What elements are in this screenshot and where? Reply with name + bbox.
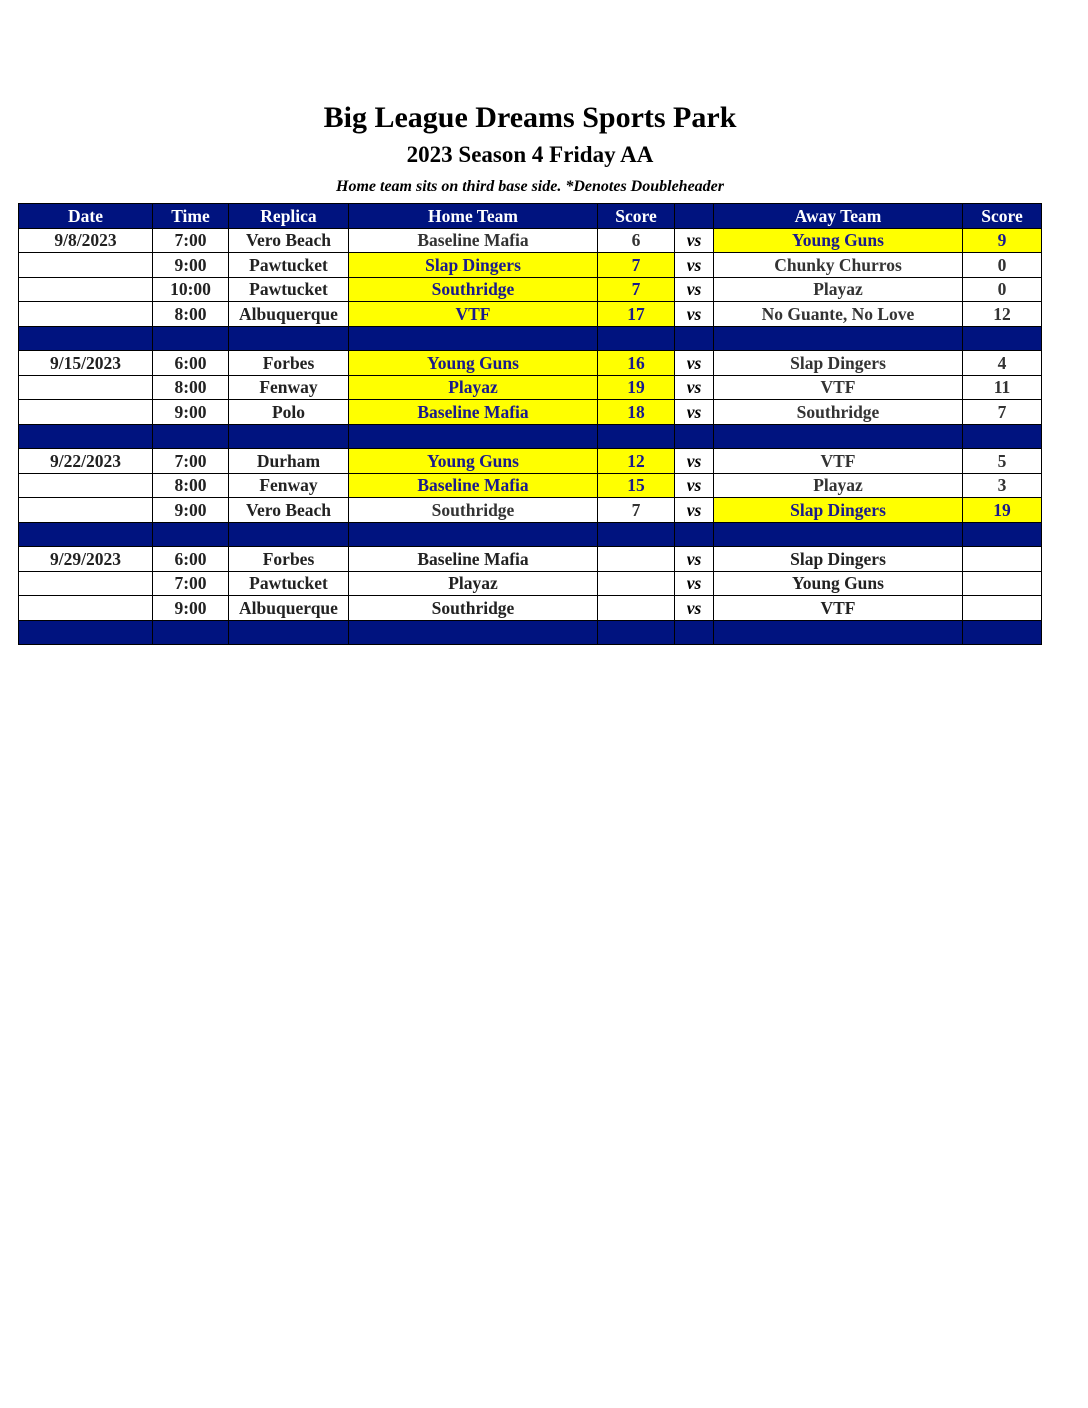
game-date: 9/15/2023 [19, 351, 153, 376]
separator-cell [714, 522, 963, 547]
vs-label: vs [675, 277, 714, 302]
home-score: 18 [598, 400, 675, 425]
game-date [19, 375, 153, 400]
home-score [598, 571, 675, 596]
separator-cell [153, 424, 229, 449]
away-team: No Guante, No Love [714, 302, 963, 327]
separator-cell [349, 522, 598, 547]
home-team: Baseline Mafia [349, 400, 598, 425]
vs-label: vs [675, 400, 714, 425]
away-score: 0 [963, 277, 1042, 302]
table-row [19, 571, 1042, 596]
separator-cell [229, 424, 349, 449]
table-header-row [19, 204, 1042, 229]
page-title: Big League Dreams Sports Park [323, 101, 737, 134]
separator-cell [19, 424, 153, 449]
away-team: Young Guns [714, 571, 963, 596]
separator-cell [714, 326, 963, 351]
game-replica: Vero Beach [229, 498, 349, 523]
week-separator-row [19, 620, 1042, 645]
away-score: 7 [963, 400, 1042, 425]
home-team: Baseline Mafia [349, 473, 598, 498]
header-vs [675, 204, 714, 229]
away-score: 9 [963, 228, 1042, 253]
away-team: Slap Dingers [714, 498, 963, 523]
home-score: 6 [598, 228, 675, 253]
home-team: Southridge [349, 498, 598, 523]
away-team: Young Guns [714, 228, 963, 253]
separator-cell [675, 424, 714, 449]
separator-cell [19, 326, 153, 351]
table-row [19, 228, 1042, 253]
home-score [598, 547, 675, 572]
game-replica: Pawtucket [229, 571, 349, 596]
separator-cell [963, 326, 1042, 351]
away-score [963, 547, 1042, 572]
game-time: 10:00 [153, 277, 229, 302]
home-score: 16 [598, 351, 675, 376]
table-row [19, 596, 1042, 621]
header-replica: Replica [229, 204, 349, 229]
separator-cell [714, 620, 963, 645]
vs-label: vs [675, 473, 714, 498]
game-replica: Pawtucket [229, 277, 349, 302]
home-team: Young Guns [349, 351, 598, 376]
home-team: Playaz [349, 571, 598, 596]
table-row [19, 375, 1042, 400]
game-replica: Albuquerque [229, 596, 349, 621]
schedule-body [19, 228, 1042, 645]
separator-cell [153, 620, 229, 645]
game-time: 9:00 [153, 596, 229, 621]
week-separator-row [19, 326, 1042, 351]
header-home-score: Score [598, 204, 675, 229]
home-team: Slap Dingers [349, 253, 598, 278]
away-score: 3 [963, 473, 1042, 498]
separator-cell [675, 326, 714, 351]
header-away-score: Score [963, 204, 1042, 229]
schedule-note: Home team sits on third base side. *Denotes Doubleheader [336, 178, 724, 195]
away-team: Slap Dingers [714, 351, 963, 376]
away-team: VTF [714, 375, 963, 400]
separator-cell [598, 424, 675, 449]
separator-cell [19, 522, 153, 547]
game-replica: Fenway [229, 375, 349, 400]
home-team: Baseline Mafia [349, 547, 598, 572]
home-score [598, 596, 675, 621]
table-row [19, 277, 1042, 302]
table-row [19, 302, 1042, 327]
vs-label: vs [675, 375, 714, 400]
away-team: Playaz [714, 277, 963, 302]
separator-cell [598, 620, 675, 645]
game-date [19, 302, 153, 327]
separator-cell [963, 620, 1042, 645]
home-score: 15 [598, 473, 675, 498]
separator-cell [598, 522, 675, 547]
game-replica: Pawtucket [229, 253, 349, 278]
vs-label: vs [675, 449, 714, 474]
game-time: 9:00 [153, 253, 229, 278]
away-score [963, 596, 1042, 621]
game-replica: Durham [229, 449, 349, 474]
home-team: VTF [349, 302, 598, 327]
away-score: 4 [963, 351, 1042, 376]
table-row [19, 400, 1042, 425]
separator-cell [153, 522, 229, 547]
game-time: 6:00 [153, 351, 229, 376]
week-separator-row [19, 424, 1042, 449]
game-replica: Vero Beach [229, 228, 349, 253]
home-team: Southridge [349, 596, 598, 621]
header-date: Date [19, 204, 153, 229]
game-date [19, 473, 153, 498]
game-date: 9/29/2023 [19, 547, 153, 572]
separator-cell [349, 326, 598, 351]
separator-cell [349, 620, 598, 645]
away-score: 19 [963, 498, 1042, 523]
header-time: Time [153, 204, 229, 229]
table-row [19, 547, 1042, 572]
home-team: Baseline Mafia [349, 228, 598, 253]
season-subtitle: 2023 Season 4 Friday AA [406, 142, 654, 167]
home-team: Young Guns [349, 449, 598, 474]
home-score: 7 [598, 253, 675, 278]
game-replica: Forbes [229, 351, 349, 376]
week-separator-row [19, 522, 1042, 547]
vs-label: vs [675, 302, 714, 327]
home-score: 7 [598, 277, 675, 302]
away-team: VTF [714, 449, 963, 474]
vs-label: vs [675, 547, 714, 572]
game-time: 8:00 [153, 375, 229, 400]
away-team: Southridge [714, 400, 963, 425]
separator-cell [714, 424, 963, 449]
schedule-table [18, 203, 1042, 645]
away-score: 5 [963, 449, 1042, 474]
game-date [19, 498, 153, 523]
separator-cell [153, 326, 229, 351]
away-score [963, 571, 1042, 596]
table-row [19, 351, 1042, 376]
game-date [19, 571, 153, 596]
game-date [19, 277, 153, 302]
separator-cell [229, 326, 349, 351]
table-row [19, 253, 1042, 278]
vs-label: vs [675, 228, 714, 253]
separator-cell [349, 424, 598, 449]
game-time: 7:00 [153, 228, 229, 253]
separator-cell [598, 326, 675, 351]
game-date: 9/8/2023 [19, 228, 153, 253]
home-score: 12 [598, 449, 675, 474]
separator-cell [963, 522, 1042, 547]
separator-cell [963, 424, 1042, 449]
game-time: 7:00 [153, 449, 229, 474]
separator-cell [675, 620, 714, 645]
game-replica: Polo [229, 400, 349, 425]
home-score: 19 [598, 375, 675, 400]
vs-label: vs [675, 351, 714, 376]
table-row [19, 473, 1042, 498]
game-time: 8:00 [153, 473, 229, 498]
away-score: 12 [963, 302, 1042, 327]
separator-cell [19, 620, 153, 645]
away-team: VTF [714, 596, 963, 621]
header-home-team: Home Team [349, 204, 598, 229]
vs-label: vs [675, 571, 714, 596]
game-time: 6:00 [153, 547, 229, 572]
table-row [19, 498, 1042, 523]
home-score: 7 [598, 498, 675, 523]
game-time: 8:00 [153, 302, 229, 327]
home-score: 17 [598, 302, 675, 327]
away-score: 0 [963, 253, 1042, 278]
away-team: Playaz [714, 473, 963, 498]
vs-label: vs [675, 596, 714, 621]
away-team: Slap Dingers [714, 547, 963, 572]
game-date [19, 400, 153, 425]
game-time: 9:00 [153, 498, 229, 523]
game-date [19, 596, 153, 621]
game-time: 7:00 [153, 571, 229, 596]
game-time: 9:00 [153, 400, 229, 425]
separator-cell [229, 620, 349, 645]
separator-cell [675, 522, 714, 547]
away-score: 11 [963, 375, 1042, 400]
table-row [19, 449, 1042, 474]
game-replica: Forbes [229, 547, 349, 572]
game-replica: Albuquerque [229, 302, 349, 327]
game-date: 9/22/2023 [19, 449, 153, 474]
separator-cell [229, 522, 349, 547]
header-away-team: Away Team [714, 204, 963, 229]
game-replica: Fenway [229, 473, 349, 498]
vs-label: vs [675, 498, 714, 523]
vs-label: vs [675, 253, 714, 278]
home-team: Southridge [349, 277, 598, 302]
home-team: Playaz [349, 375, 598, 400]
game-date [19, 253, 153, 278]
away-team: Chunky Churros [714, 253, 963, 278]
